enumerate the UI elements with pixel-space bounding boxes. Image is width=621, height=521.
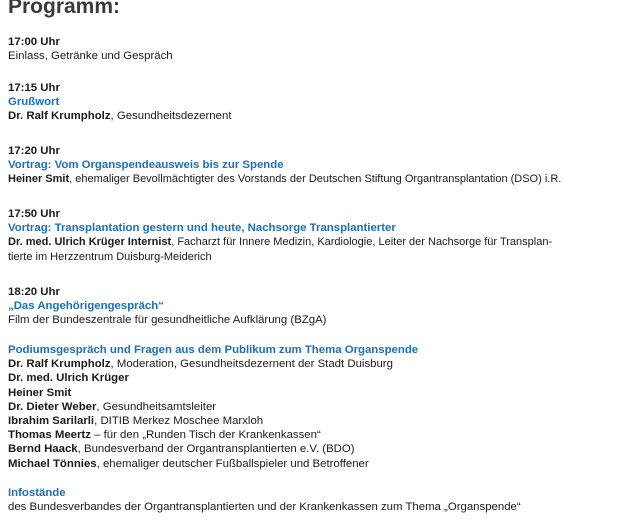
speaker-role: , Gesundheitsdezernent bbox=[110, 110, 232, 123]
participant-role: , DITIB Merkez Moschee Marxloh bbox=[94, 415, 264, 428]
speaker-role: , ehemaliger Bevollmächtigter des Vorstands der Deutschen Stiftung Organtransplantation (DSO) i.R. bbox=[69, 173, 562, 186]
participant-role: – für den „Runden Tisch der Krankenkassen“ bbox=[90, 429, 321, 442]
participant-role: , Bundesverband der Organtransplantierten e.V. (BDO) bbox=[77, 443, 355, 456]
panel-discussion bbox=[8, 343, 418, 471]
panel-participant bbox=[8, 386, 418, 400]
participant-name: Dr. med. Ulrich Krüger bbox=[8, 372, 129, 385]
speaker-role-continued: tierte im Herzzentrum Duisburg-Meiderich bbox=[8, 250, 212, 263]
participant-role: , Gesundheitsamtsleiter bbox=[96, 400, 217, 413]
participant-name: Michael Tönnies bbox=[8, 457, 97, 470]
item-heading: Vortrag: Transplantation gestern und heute, Nachsorge Transplantierter bbox=[8, 222, 396, 235]
panel-participant bbox=[8, 414, 418, 428]
panel-participant bbox=[8, 400, 418, 414]
speaker-name: Dr. Ralf Krumpholz bbox=[8, 110, 111, 123]
participant-role: , ehemaliger deutscher Fußballspieler und Betroffener bbox=[96, 457, 369, 470]
panel-heading: Podiumsgespräch und Fragen aus dem Publikum zum Thema Organspende bbox=[8, 344, 419, 356]
item-time: 18:20 Uhr bbox=[8, 286, 60, 298]
program-title: Programm: bbox=[8, 0, 121, 18]
panel-participant bbox=[8, 428, 418, 442]
item-text: Film der Bundeszentrale für gesundheitliche Aufklärung (BZgA) bbox=[8, 314, 327, 327]
participant-name: Thomas Meertz bbox=[8, 429, 91, 442]
item-heading: „Das Angehörigengespräch“ bbox=[8, 300, 164, 313]
participant-name: Dr. Ralf Krumpholz bbox=[8, 358, 111, 371]
panel-participant bbox=[8, 442, 418, 456]
participant-name: Ibrahim Sarilarli bbox=[8, 415, 95, 428]
program-item-1720 bbox=[8, 144, 561, 187]
item-time: 17:20 Uhr bbox=[8, 145, 60, 157]
item-text: Einlass, Getränke und Gespräch bbox=[8, 50, 173, 63]
program-item-1750 bbox=[8, 207, 552, 264]
speaker-name: Heiner Smit bbox=[8, 173, 70, 186]
speaker-role: , Facharzt für Innere Medizin, Kardiologie, Leiter der Nachsorge für Transplan- bbox=[171, 236, 553, 249]
participant-name: Dr. Dieter Weber bbox=[8, 400, 97, 413]
item-speaker bbox=[8, 172, 561, 186]
item-heading: Vortrag: Vom Organspendeausweis bis zur Spende bbox=[8, 159, 284, 172]
item-time: 17:00 Uhr bbox=[8, 36, 60, 48]
participant-name: Heiner Smit bbox=[8, 386, 72, 399]
panel-participant bbox=[8, 371, 418, 385]
item-heading: Grußwort bbox=[8, 96, 60, 109]
participant-role: , Moderation, Gesundheitsdezernent der Stadt Duisburg bbox=[110, 358, 393, 371]
participant-name: Bernd Haack bbox=[8, 443, 78, 456]
info-heading: Infostände bbox=[8, 487, 66, 499]
program-item-1700 bbox=[8, 35, 173, 63]
info-text: des Bundesverbandes der Organtransplantierten und der Krankenkassen zum Thema „Organspende“ bbox=[8, 501, 521, 514]
item-time: 17:50 Uhr bbox=[8, 208, 60, 220]
program-item-1715 bbox=[8, 81, 231, 124]
speaker-name: Dr. med. Ulrich Krüger Internist bbox=[8, 236, 172, 249]
info-stands bbox=[8, 486, 521, 514]
item-speaker bbox=[8, 235, 552, 249]
panel-participant bbox=[8, 457, 418, 471]
item-speaker bbox=[8, 109, 231, 123]
program-item-1820 bbox=[8, 285, 326, 328]
panel-participant bbox=[8, 357, 418, 371]
item-time: 17:15 Uhr bbox=[8, 82, 60, 94]
